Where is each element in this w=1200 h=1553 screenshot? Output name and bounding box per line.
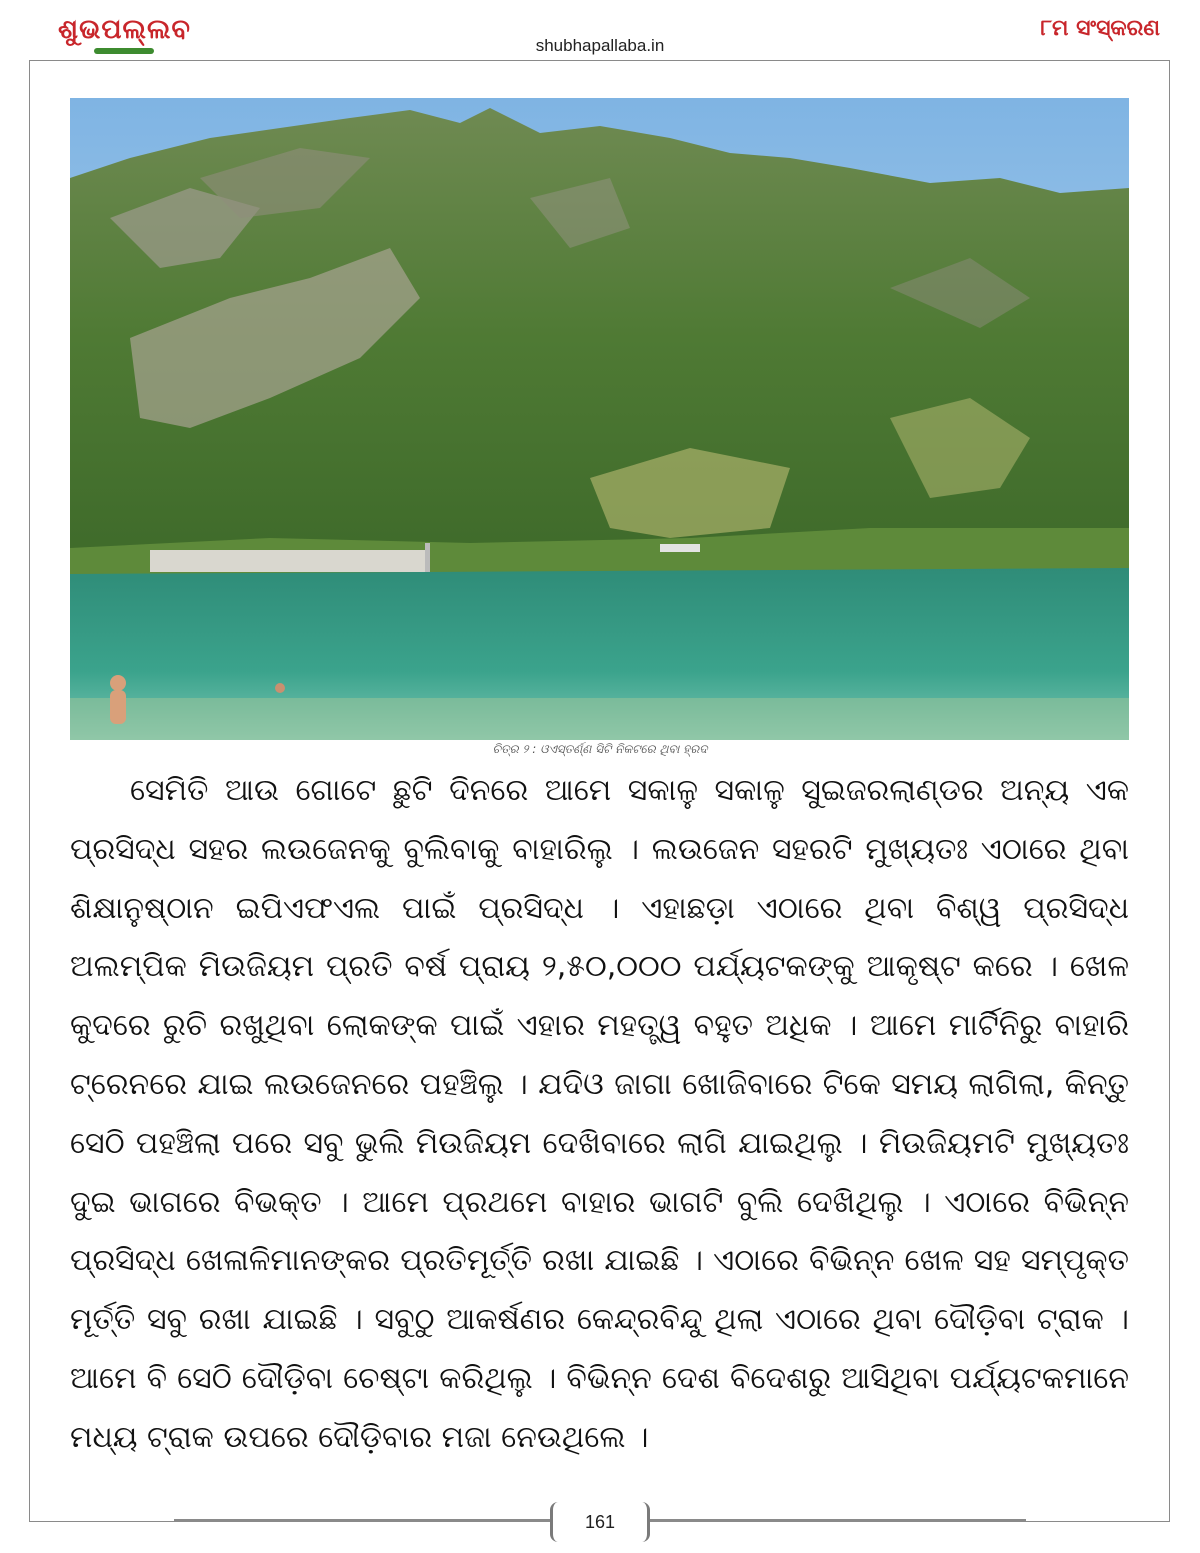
edition-label: ୮ମ ସଂସ୍କରଣ	[1040, 16, 1160, 41]
site-url: shubhapallaba.in	[535, 36, 665, 55]
footer-divider-right	[650, 1519, 1026, 1521]
figure-caption: ଚିତ୍ର ୨ : ଓଏସ୍ତର୍ଣ୍ଣ ସିଟି ନିକଟରେ ଥିବା ହ୍ରଦ	[492, 742, 708, 756]
page-number: 161	[550, 1502, 650, 1542]
footer-divider-left	[174, 1519, 550, 1521]
lake-mountain-photo	[70, 98, 1129, 740]
article-paragraph: ସେମିତି ଆଉ ଗୋଟେ ଛୁଟି ଦିନରେ ଆମେ ସକାଳୁ ସକାଳୁ ସୁଇଜରଲାଣ୍ଡର ଅନ୍ୟ ଏକ ପ୍ରସିଦ୍ଧ ସହର ଲଉଜେନକୁ ବୁଲିବାକୁ ବାହାରିଲୁ । ଲଉଜେନ ସହରଟି ମୁଖ୍ୟତଃ ଏଠାରେ ଥିବା ଶିକ୍ଷାନୁଷ୍ଠାନ ଇପିଏଫଏଲ ପାଇଁ ପ୍ରସିଦ୍ଧ । ଏହାଛଡ଼ା ଏଠାରେ ଥିବା ବିଶ୍ୱ ପ୍ରସିଦ୍ଧ ଅଲମ୍ପିକ ମିଉଜିୟମ ପ୍ରତି ବର୍ଷ ପ୍ରାୟ ୨,୫୦,୦୦୦ ପର୍ଯ୍ୟଟକଙ୍କୁ ଆକୃଷ୍ଟ କରେ । ଖେଳ କୁଦରେ ରୁଚି ରଖୁଥିବା ଲୋକଙ୍କ ପାଇଁ ଏହାର ମହତ୍ତ୍ୱ ବହୁତ ଅଧିକ । ଆମେ ମାର୍ଟିନିରୁ ବାହାରି ଟ୍ରେନରେ ଯାଇ ଲଉଜେନରେ ପହଞ୍ଚିଲୁ । ଯଦିଓ ଜାଗା ଖୋଜିବାରେ ଟିକେ ସମୟ ଲାଗିଲା, କିନ୍ତୁ ସେଠି ପହଞ୍ଚିଲା ପରେ ସବୁ ଭୁଲି ମିଉଜିୟମ ଦେଖିବାରେ ଲାଗି ଯାଇଥିଲୁ । ମିଉଜିୟମଟି ମୁଖ୍ୟତଃ ଦୁଇ ଭାଗରେ ବିଭକ୍ତ । ଆମେ ପ୍ରଥମେ ବାହାର ଭାଗଟି ବୁଲି ଦେଖିଥିଲୁ । ଏଠାରେ ବିଭିନ୍ନ ପ୍ରସିଦ୍ଧ ଖେଳାଳିମାନଙ୍କର ପ୍ରତିମୂର୍ତ୍ତି ରଖା ଯାଇଛି । ଏଠାରେ ବିଭିନ୍ନ ଖେଳ ସହ ସମ୍ପୃକ୍ତ ମୂର୍ତ୍ତି ସବୁ ରଖା ଯାଇଛି । ସବୁଠୁ ଆକର୍ଷଣର କେନ୍ଦ୍ରବିନ୍ଦୁ ଥିଲା ଏଠାରେ ଥିବା ଦୌଡ଼ିବା ଟ୍ରାକ । ଆମେ ବି ସେଠି ଦୌଡ଼ିବା ଚେଷ୍ଟା କରିଥିଲୁ । ବିଭିନ୍ନ ଦେଶ ବିଦେଶରୁ ଆସିଥିବା ପର୍ଯ୍ୟଟକମାନେ ମଧ୍ୟ ଟ୍ରାକ ଉପରେ ଦୌଡ଼ିବାର ମଜା ନେଉଥିଲେ ।	[70, 773, 1129, 1455]
logo-text: ଶୁଭପଲ୍ଲବ	[58, 14, 191, 45]
